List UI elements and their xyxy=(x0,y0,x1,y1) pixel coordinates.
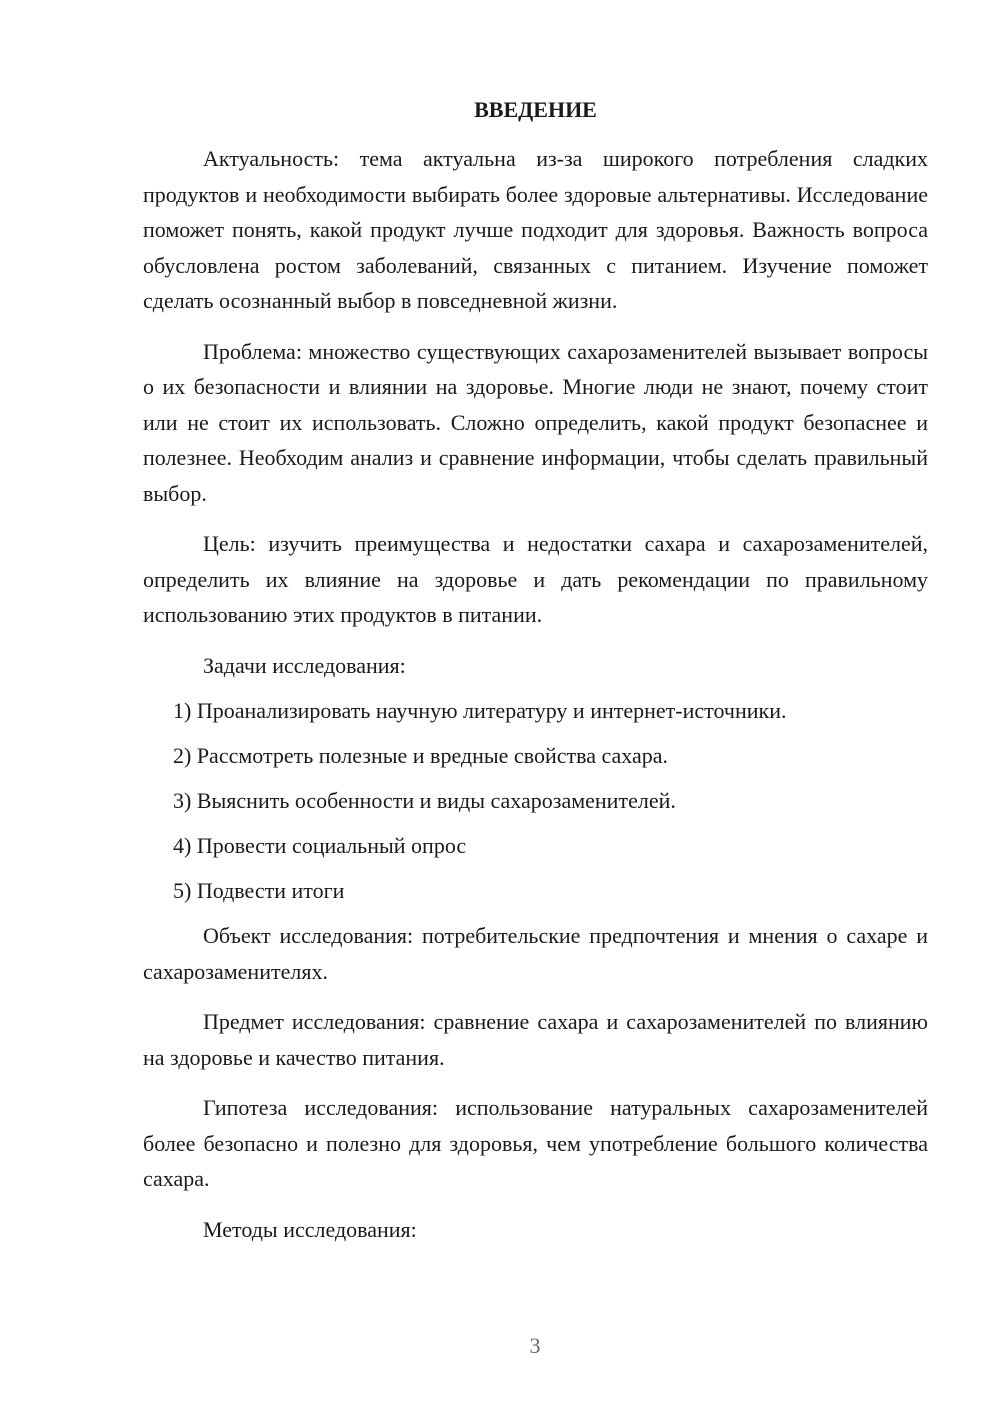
paragraph-hypothesis: Гипотеза исследования: использование натуральных сахарозаменителей более безопасно и полезно для здоровья, чем употребление большого количества сахара. xyxy=(143,1095,928,1191)
paragraph-problem: Проблема: множество существующих сахарозаменителей вызывает вопросы о их безопасности и влиянии на здоровье. Многие люди не знают, почему стоит или не стоит их использовать. Сложно определить, какой продукт безопаснее и полезнее. Необходим анализ и сравнение информации, чтобы сделать правильный выбор. xyxy=(143,338,928,506)
tasks-heading: Задачи исследования: xyxy=(203,652,406,678)
tasks-list xyxy=(143,693,928,909)
paragraph-relevance: Актуальность: тема актуальна из-за широкого потребления сладких продуктов и необходимости выбирать более здоровые альтернативы. Исследование поможет понять, какой продукт лучше подходит для здоровья. Важность вопроса обусловлена ростом заболеваний, связанных с питанием. Изучение поможет сделать осознанный выбор в повседневной жизни. xyxy=(143,146,928,313)
task-item: 4) Провести социальный опрос xyxy=(173,833,467,858)
task-item: 3) Выяснить особенности и виды сахарозаменителей. xyxy=(173,788,676,813)
task-item: 5) Подвести итоги xyxy=(173,878,345,903)
document-page xyxy=(143,95,928,1257)
methods-heading: Методы исследования: xyxy=(203,1216,417,1242)
paragraph-object: Объект исследования: потребительские предпочтения и мнения о сахаре и сахарозаменителях. xyxy=(143,923,928,984)
section-title: ВВЕДЕНИЕ xyxy=(474,97,597,122)
paragraph-goal: Цель: изучить преимущества и недостатки сахара и сахарозаменителей, определить их влияние на здоровье и дать рекомендации по правильному использованию этих продуктов в питании. xyxy=(143,531,928,627)
page-number: 3 xyxy=(529,1333,541,1358)
task-item: 1) Проанализировать научную литературу и интернет-источники. xyxy=(173,698,787,723)
task-item: 2) Рассмотреть полезные и вредные свойства сахара. xyxy=(173,743,668,768)
paragraph-subject: Предмет исследования: сравнение сахара и сахарозаменителей по влиянию на здоровье и качество питания. xyxy=(143,1009,928,1070)
